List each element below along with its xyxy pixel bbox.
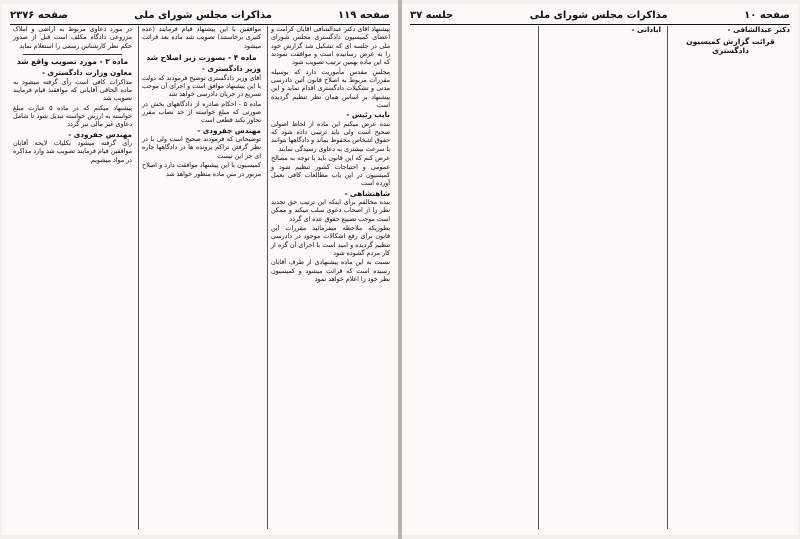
right-page-title: مذاکرات مجلس شورای ملی [529, 9, 668, 21]
paragraph: بنده عرض میکنم این ماده از لحاظ اصولی صحیح است ولی باید ترتیبی داده شود که حقوق اشخاص محفوظ بماند و دادگاهها بتوانند با سرعت بیشتری به دعاوی رسیدگی نمایند [271, 120, 390, 153]
paragraph: پیشنهاد میکنم که در ماده ۵ عبارت مبلغ خواسته به ارزش خواسته تبدیل شود تا شامل دعاوی غیر مالی نیز گردد [13, 104, 132, 129]
right-page-number: صفحه ۱۰ [744, 9, 790, 21]
paragraph: توضیحاتی که فرمودند صحیح است ولی با در نظر گرفتن تراکم پرونده ها در دادگاهها چاره ای جز این نیست [142, 136, 261, 160]
column [410, 26, 532, 529]
paragraph: مجلس مقدس مأموریت دارد که بوسیله مقررات مربوط به اصلاح قانون آئین دادرسی مدنی و تشکیلات دادگستری اقدام نماید و این پیشنهاد بر اساس همان نظر تنظیم گردیده است [271, 68, 390, 110]
section-heading: قرائت گزارش کمیسیون دادگستری [686, 37, 775, 55]
left-page [2, 4, 398, 535]
speaker-name: وزیر دادگستری - [201, 64, 261, 74]
speaker-name: نایب رئیس - [346, 110, 390, 120]
column [138, 26, 261, 529]
left-page-header [10, 8, 390, 25]
right-page-session: جلسه ۳۷ [410, 9, 454, 21]
paragraph: پیشنهاد آقای دکتر عبدالشافی آقایان کرامت و اعضای کمیسیون دادگستری مجلس شورای ملی در جلسه ای که تشکیل شد گزارش خود را به عرض رسانیده است و موافقت نمودند که این ماده بهمین ترتیب تصویب شود [271, 26, 390, 67]
paragraph: مذاکرات کافی است رأی گرفته میشود به ماده الحاقی آقایانی که موافقند قیام فرمایند تصویب شد [13, 78, 132, 103]
right-page [402, 4, 798, 535]
paragraph: در مورد دعاوی مربوط به اراضی و املاک مزروعی دادگاه مکلف است قبل از صدور حکم نظر کارشناس رسمی را استعلام نماید [13, 26, 132, 50]
column [538, 26, 661, 529]
section-heading: ماده ۳ - مورد تصویب واقع شد [16, 57, 129, 67]
paragraph: نسبت به این ماده پیشنهادی از طرف آقایان رسیده است که قرائت میشود و کمیسیون نظر خود را اعلام خواهد نمود [271, 259, 390, 283]
section-heading: ماده ۴ - بصورت زیر اصلاح شد [146, 53, 257, 63]
left-page-title: مذاکرات مجلس شورای ملی [134, 9, 272, 21]
column [667, 26, 790, 529]
left-page-ref: صفحه ۱۱۹ [338, 9, 390, 21]
speaker-name: آبادانی - [631, 26, 661, 34]
column [267, 26, 390, 529]
speaker-name: شاهنشاهی - [344, 188, 390, 198]
paragraph: بنده مخالفم برای اینکه این ترتیب حق تجدید نظر را از اصحاب دعوی سلب میکند و ممکن است موجب تضییع حقوق عده ای گردد [271, 198, 390, 223]
paragraph: ماده ۵ - احکام صادره از دادگاههای بخش در صورتی که مبلغ خواسته از حد نصاب مقرر تجاوز نکند قطعی است [142, 100, 261, 125]
paragraph: کمیسیون با این پیشنهاد موافقت دارد و اصلاح مزبور در متن ماده منظور خواهد شد [142, 162, 261, 178]
speaker-name: مهندس جفرودی - [197, 125, 261, 135]
right-page-header [410, 8, 790, 25]
speaker-name: دکتر عبدالشافی - [727, 26, 790, 34]
speaker-name: مهندس جفرودی - [68, 129, 132, 139]
paragraph: بطوریکه ملاحظه میفرمائید مقررات این قانون برای رفع اشکالات موجود در دادرسی تنظیم گردیده و امید است با اجرای آن گره از کار مردم گشوده شود [271, 224, 390, 257]
paragraph: آقای وزیر دادگستری توضیح فرمودند که دولت با این پیشنهاد موافق است و اجرای آن موجب تسریع در جریان دادرسی خواهد شد [142, 74, 261, 99]
paragraph: عرض کنم که این قانون باید با توجه به مصالح عمومی و احتیاجات کشور تنظیم شود و کمیسیون در این باب مطالعات کافی بعمل آورده است [271, 155, 390, 188]
column [10, 26, 132, 529]
speaker-name: معاون وزارت دادگستری - [41, 68, 132, 78]
left-page-number: ۲۳۷۶ صفحه [10, 9, 69, 21]
paragraph: موافقین با این پیشنهاد قیام فرمایند (عده کثیری برخاستند) تصویب شد ماده بعد قرائت میشود [142, 26, 261, 50]
paragraph: رأی گرفته میشود بکلیات لایحه آقایان موافقین قیام فرمایند تصویب شد وارد مذاکره در مواد میشویم [13, 140, 132, 164]
divider [23, 54, 122, 55]
